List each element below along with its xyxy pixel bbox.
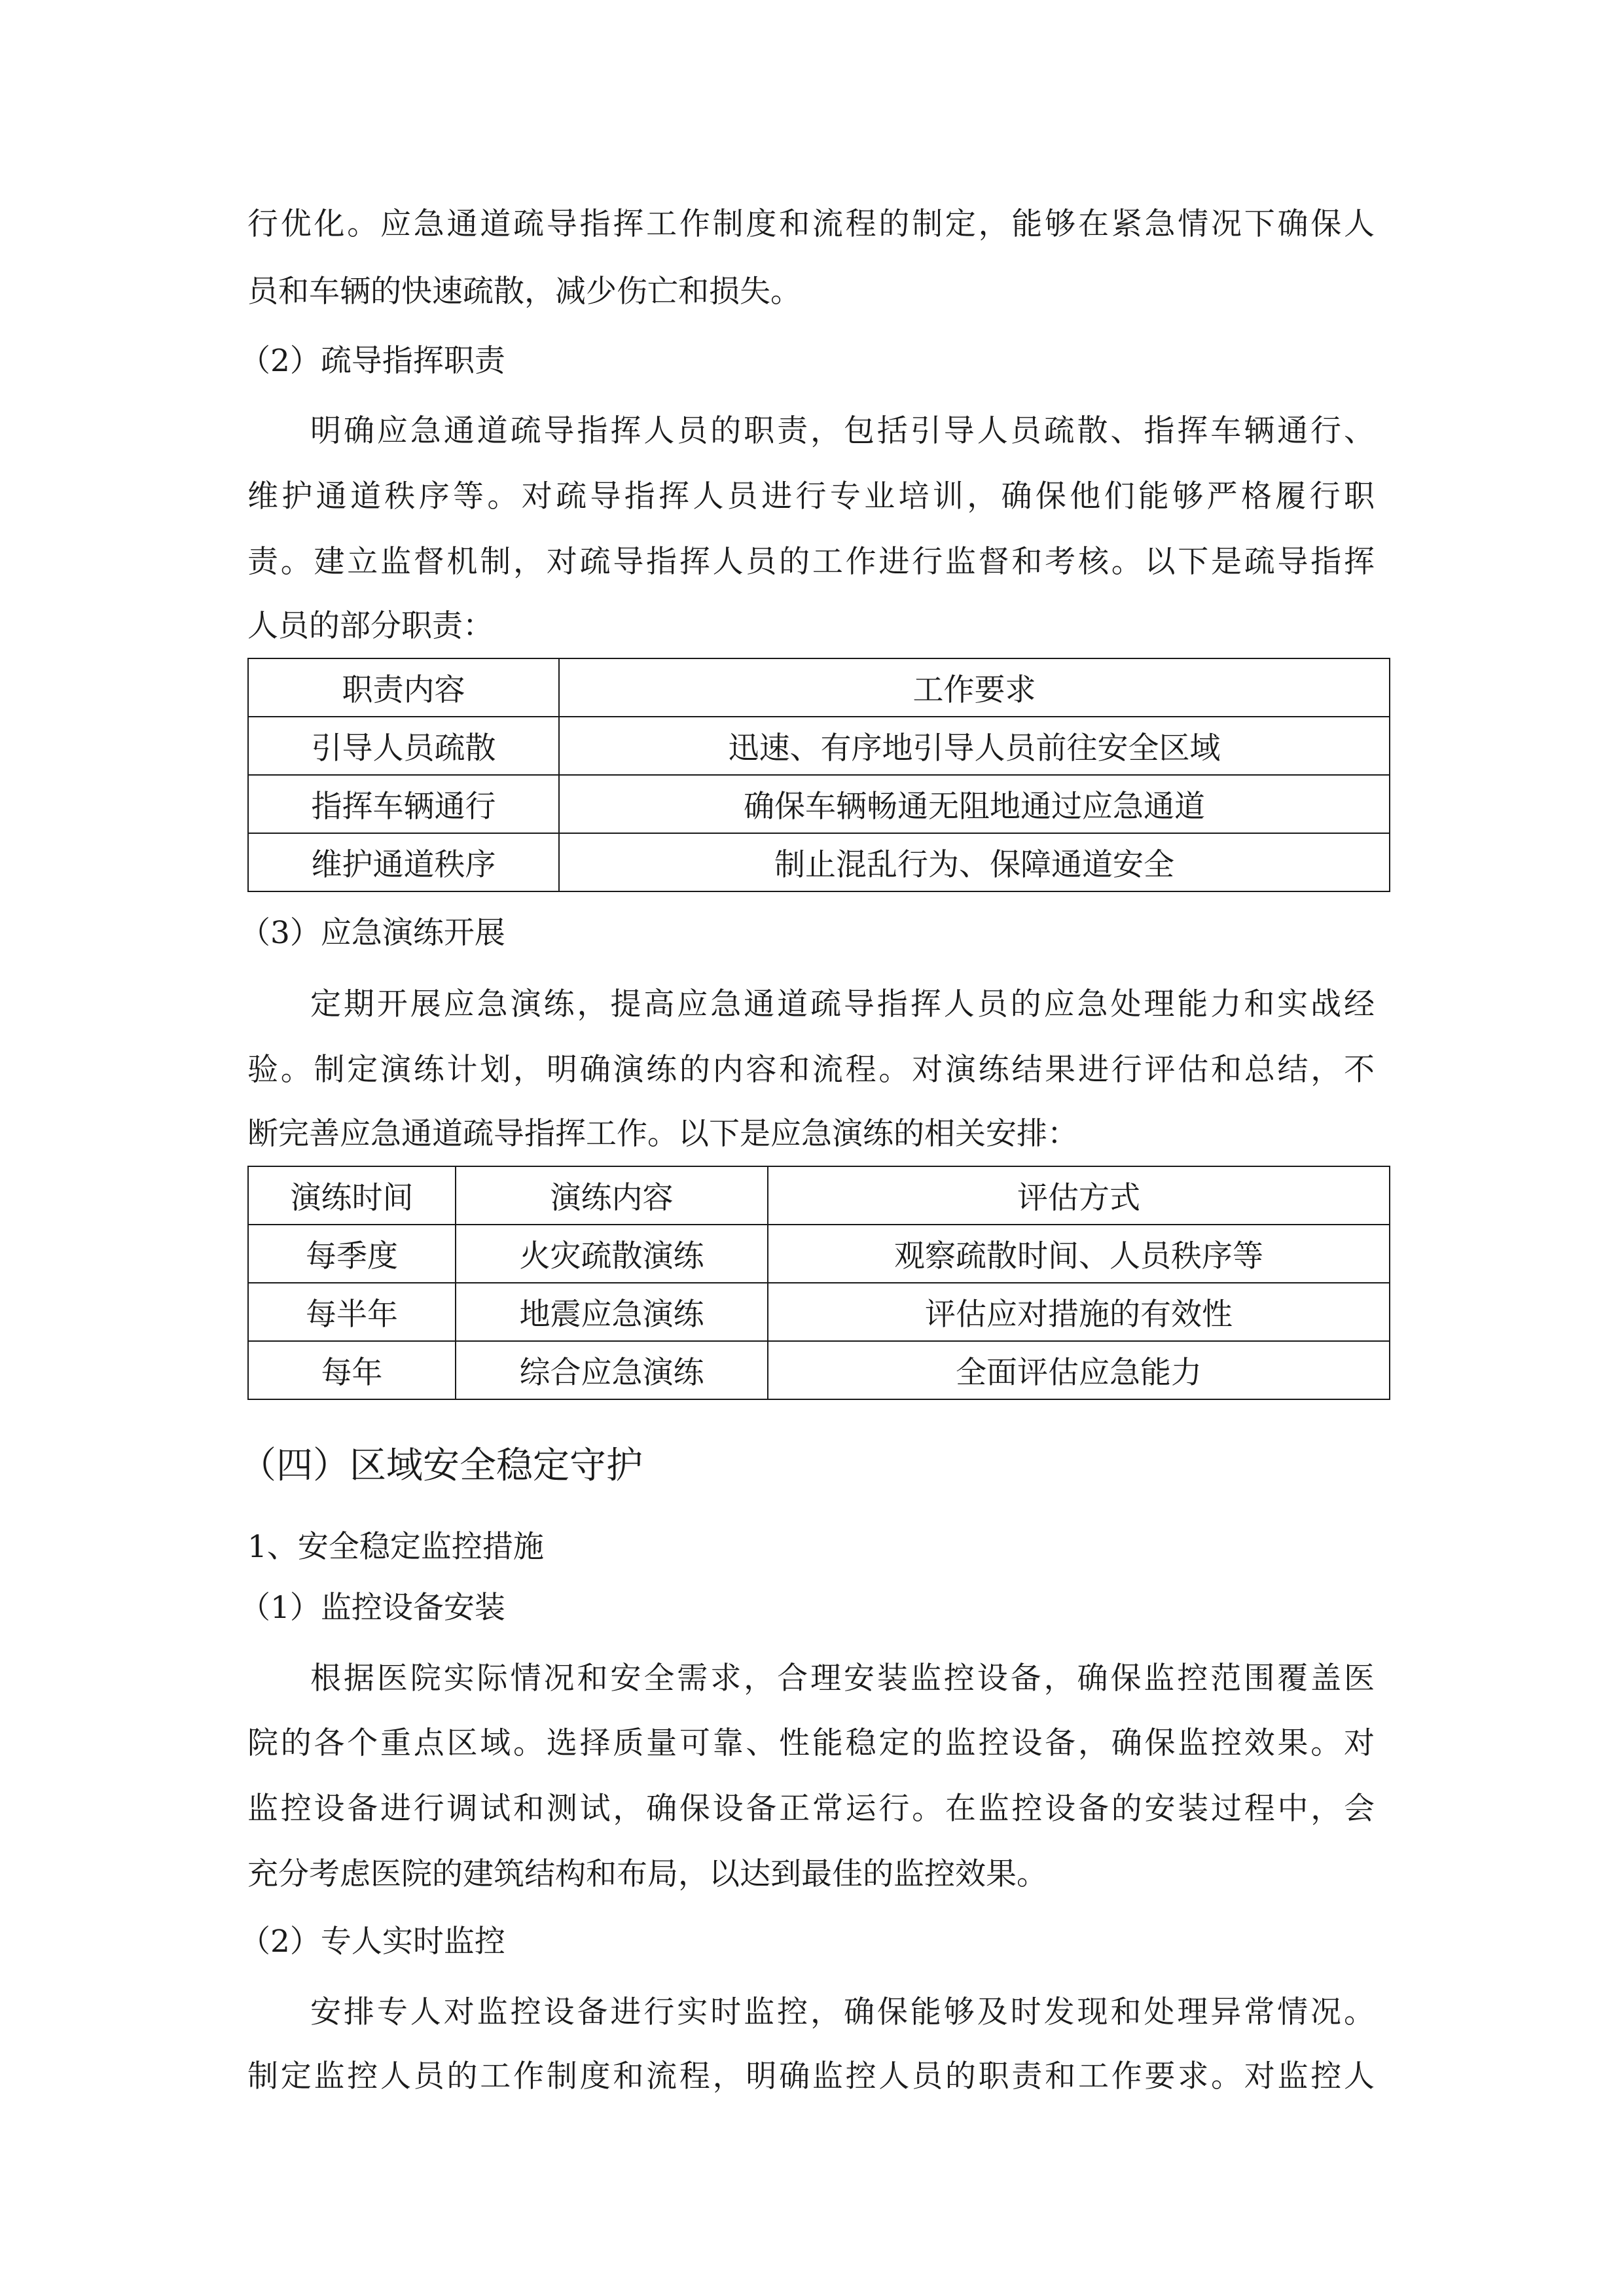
table-header-cell: 演练内容 — [456, 1166, 768, 1225]
table-cell: 迅速、有序地引导人员前往安全区域 — [559, 717, 1390, 775]
section-heading-4-1: 1、安全稳定监控措施 — [247, 1529, 544, 1565]
table-cell: 引导人员疏散 — [248, 717, 559, 775]
subsection-1-title: （1）监控设备安装 — [240, 1590, 505, 1626]
table-cell: 地震应急演练 — [456, 1283, 768, 1341]
paragraph-4-line-2: 院的各个重点区域。选择质量可靠、性能稳定的监控设备，确保监控效果。对 — [247, 1725, 1375, 1761]
table-cell: 全面评估应急能力 — [768, 1341, 1390, 1399]
table-row — [248, 717, 1390, 775]
duty-table — [247, 658, 1390, 892]
paragraph-2-line-4: 人员的部分职责： — [247, 608, 494, 644]
paragraph-2-line-2: 维护通道秩序等。对疏导指挥人员进行专业培训，确保他们能够严格履行职 — [247, 478, 1375, 514]
table-cell: 每年 — [248, 1341, 456, 1399]
paragraph-4-line-1: 根据医院实际情况和安全需求，合理安装监控设备，确保监控范围覆盖医 — [310, 1660, 1375, 1696]
table-cell: 评估应对措施的有效性 — [768, 1283, 1390, 1341]
table-row — [248, 1341, 1390, 1399]
table-row — [248, 775, 1390, 833]
section-2-title: （2）疏导指挥职责 — [240, 343, 505, 379]
table-header-row — [248, 658, 1390, 717]
table-header-cell: 工作要求 — [559, 658, 1390, 717]
paragraph-3-line-2: 验。制定演练计划，明确演练的内容和流程。对演练结果进行评估和总结，不 — [247, 1052, 1375, 1088]
paragraph-2-line-3: 责。建立监督机制，对疏导指挥人员的工作进行监督和考核。以下是疏导指挥 — [247, 544, 1375, 580]
table-cell: 确保车辆畅通无阻地通过应急通道 — [559, 775, 1390, 833]
paragraph-3-line-1: 定期开展应急演练，提高应急通道疏导指挥人员的应急处理能力和实战经 — [310, 986, 1375, 1022]
table-header-cell: 演练时间 — [248, 1166, 456, 1225]
table-header-cell: 评估方式 — [768, 1166, 1390, 1225]
table-cell: 制止混乱行为、保障通道安全 — [559, 833, 1390, 891]
table-header-row — [248, 1166, 1390, 1225]
table-cell: 每季度 — [248, 1225, 456, 1283]
table-row — [248, 833, 1390, 891]
paragraph-1-line-2: 员和车辆的快速疏散，减少伤亡和损失。 — [247, 274, 801, 310]
section-3-title: （3）应急演练开展 — [240, 915, 505, 951]
paragraph-1-line-1: 行优化。应急通道疏导指挥工作制度和流程的制定，能够在紧急情况下确保人 — [247, 206, 1375, 242]
table-cell: 维护通道秩序 — [248, 833, 559, 891]
paragraph-5-line-1: 安排专人对监控设备进行实时监控，确保能够及时发现和处理异常情况。 — [310, 1994, 1375, 2030]
paragraph-2-line-1: 明确应急通道疏导指挥人员的职责，包括引导人员疏散、指挥车辆通行、 — [310, 413, 1375, 449]
table-header-cell: 职责内容 — [248, 658, 559, 717]
table-cell: 观察疏散时间、人员秩序等 — [768, 1225, 1390, 1283]
table-row — [248, 1225, 1390, 1283]
table-cell: 指挥车辆通行 — [248, 775, 559, 833]
section-heading-4: （四）区域安全稳定守护 — [240, 1444, 643, 1487]
table-cell: 综合应急演练 — [456, 1341, 768, 1399]
paragraph-4-line-4: 充分考虑医院的建筑结构和布局，以达到最佳的监控效果。 — [247, 1856, 1047, 1892]
subsection-2-title: （2）专人实时监控 — [240, 1924, 505, 1960]
table-row — [248, 1283, 1390, 1341]
paragraph-3-line-3: 断完善应急通道疏导指挥工作。以下是应急演练的相关安排： — [247, 1116, 1078, 1152]
paragraph-4-line-3: 监控设备进行调试和测试，确保设备正常运行。在监控设备的安装过程中，会 — [247, 1791, 1375, 1827]
table-cell: 火灾疏散演练 — [456, 1225, 768, 1283]
drill-table — [247, 1166, 1390, 1400]
table-cell: 每半年 — [248, 1283, 456, 1341]
paragraph-5-line-2: 制定监控人员的工作制度和流程，明确监控人员的职责和工作要求。对监控人 — [247, 2058, 1375, 2094]
